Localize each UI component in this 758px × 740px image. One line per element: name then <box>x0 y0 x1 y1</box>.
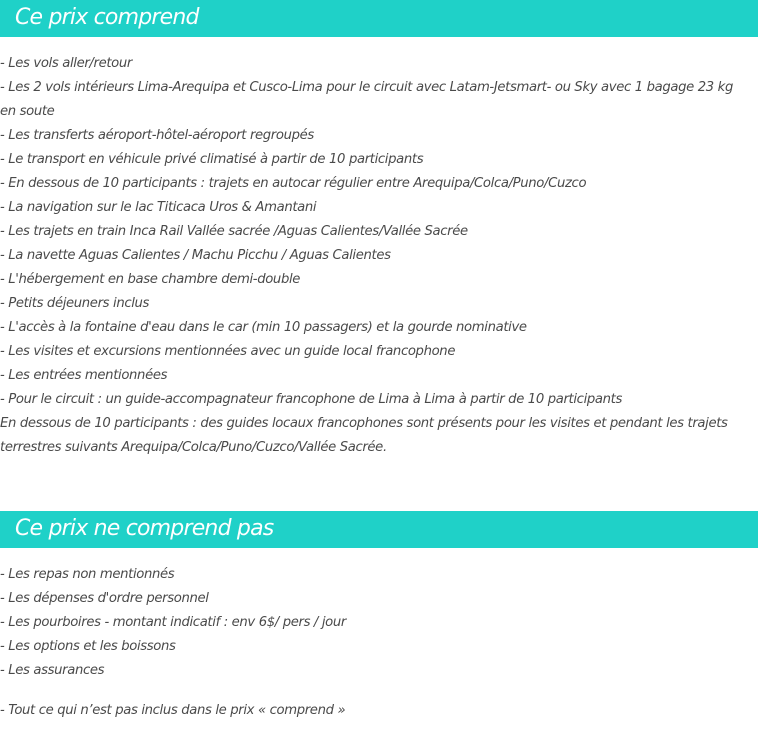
included-item-vols-interieurs: - Les 2 vols intérieurs Lima-Arequipa et Cusco-Lima pour le circuit avec Latam-Jetsmart- ou Sky avec 1 bagage 23 kg en soute <box>0 80 733 119</box>
included-item-transferts: - Les transferts aéroport-hôtel-aéroport regroupés <box>0 128 314 143</box>
included-item-train: - Les trajets en train Inca Rail Vallée sacrée /Aguas Calientes/Vallée Sacrée <box>0 224 468 239</box>
excluded-item-options: - Les options et les boissons <box>0 639 176 654</box>
excluded-section-header <box>0 511 758 548</box>
included-item-guides-locaux: En dessous de 10 participants : des guides locaux francophones sont présents pour les visites et pendant les trajets terrestres suivants Arequipa/Colca/Puno/Cuzco/Vallée Sacrée. <box>0 416 728 455</box>
included-item-hebergement: - L'hébergement en base chambre demi-double <box>0 272 301 287</box>
included-item-fontaine: - L'accès à la fontaine d'eau dans le car (min 10 passagers) et la gourde nominative <box>0 320 527 335</box>
included-item-visites: - Les visites et excursions mentionnées avec un guide local francophone <box>0 344 456 359</box>
excluded-item-repas: - Les repas non mentionnés <box>0 567 175 582</box>
included-item-vols: - Les vols aller/retour <box>0 56 132 71</box>
excluded-item-assurances: - Les assurances <box>0 663 105 678</box>
included-item-guide: - Pour le circuit : un guide-accompagnateur francophone de Lima à Lima à partir de 10 participants <box>0 392 622 407</box>
included-item-transport-prive: - Le transport en véhicule privé climatisé à partir de 10 participants <box>0 152 424 167</box>
included-section-title: Ce prix comprend <box>15 5 199 30</box>
included-item-petits-dejeuners: - Petits déjeuners inclus <box>0 296 150 311</box>
excluded-item-tout-ce-qui: - Tout ce qui n’est pas inclus dans le prix « comprend » <box>0 703 346 718</box>
excluded-list <box>0 563 752 683</box>
included-item-navigation: - La navigation sur le lac Titicaca Uros & Amantani <box>0 200 317 215</box>
excluded-item-depenses: - Les dépenses d'ordre personnel <box>0 591 209 606</box>
included-item-entrees: - Les entrées mentionnées <box>0 368 168 383</box>
excluded-item-pourboires: - Les pourboires - montant indicatif : env 6$/ pers / jour <box>0 615 346 630</box>
included-section-header <box>0 0 758 37</box>
included-item-navette: - La navette Aguas Calientes / Machu Picchu / Aguas Calientes <box>0 248 391 263</box>
included-list <box>0 52 752 460</box>
included-item-autocar: - En dessous de 10 participants : trajets en autocar régulier entre Arequipa/Colca/Puno/Cuzco <box>0 176 587 191</box>
excluded-section-title: Ce prix ne comprend pas <box>15 516 274 541</box>
